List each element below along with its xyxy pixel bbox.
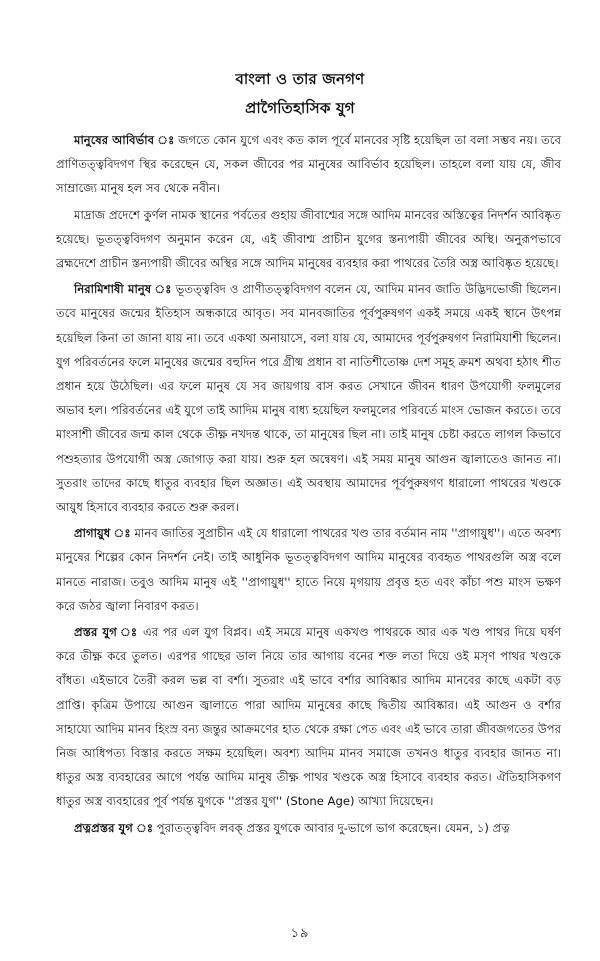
- page-body: [56, 128, 561, 842]
- paragraph-text: ভূতত্ত্ববিদ ও প্রাণীতত্ত্ববিদগণ বলেন যে, আদিম মানব জাতি উদ্ভিদভোজী ছিলেন। তবে মানুষের জন্মের ইতিহাস অন্ধকারে আবৃত। সব মানবজাতির পূর্বপুরুষগণ একই সময়ে একই স্থানে উৎপন্ন হয়েছিল কিনা তা জানা যায় না। তবে একথা অনায়াসে, বলা যায় যে, আমাদের পূর্বপুরুষগণ নিরামিযাশী ছিলেন। যুগ পরিবর্তনের ফলে মানুষের জন্মের বহুদিন পরে গ্রীষ্ম প্রধান বা নাতিশীতোষ্ণ দেশ সমূহ ক্রমশ অথবা হঠাৎ শীত প্রধান হয়ে উঠেছিল। এর ফলে মানুষ যে সব জায়গায় বাস করত সেখানে জীবন ধারণ উপযোগী ফলমুলের অভাব হল। পরিবর্তনের এই যুগে তাই আদিম মানুষ বাধ্য হয়েছিল ফলমুলের পরিবর্তে মাংস ভোজন করতে। তবে মাংসাশী জীবের জন্ম কাল থেকে তীক্ষ্ণ নখদন্ত থাকে, তা মানুষের ছিল না। তাই মানুষ চেষ্টা করতে লাগল কিভাবে পশুহত্যার উপযোগী অস্ত্র জোগাড় করা যায়। শুরু হল অন্বেষণ। এই সময় মানুষ আগুন জ্বালাতেও জানত না। সুতরাং তাদের কাছে ধাতুর ব্যবহার ছিল অজ্ঞাত। এই অবস্থায় আমাদের পূর্বপুরুষগণ ধারালো পাথরের খণ্ডকে আয়ুধ হিসাবে ব্যবহার করতে শুরু করল।: [56, 282, 562, 515]
- paragraph-term: প্রস্তর যুগ ঃ: [74, 625, 139, 640]
- paragraph-text: পুরাতত্ত্ববিদ লবক্ প্রস্তর যুগকে আবার দু-ভাগে ভাগ করেছেন। যেমন, ১) প্রত্ন: [153, 820, 510, 835]
- paragraph-madras-fossils: [56, 203, 561, 276]
- paragraph-term: নিরামিশাষী মানুষ ঃ: [74, 282, 172, 297]
- paragraph-term: প্রাগায়ুধ ঃ: [74, 526, 131, 541]
- paragraph-vegetarian-man: [56, 277, 561, 519]
- section-title: প্রাগৈতিহাসিক যুগ: [245, 99, 355, 117]
- paragraph-text: এর পর এল যুগ বিপ্লব। এই সময়ে মানুষ একখণ্ড পাথরকে আর এক খণ্ড পাথর দিয়ে ঘর্ষণ করে তীক্ষ্ণ করে তুলত। এরপর গাছের ডাল নিয়ে তার আগায় বনের শক্ত লতা দিয়ে ওই মসৃণ পাথর খণ্ডকে বাঁধত। এইভাবে তৈরী করল ভল্ল বা বর্শা। সুতরাং এই ভাবে বর্শার আবিষ্কার আদিম মানবের কাছে একটা বড় প্রাপ্তি। কৃত্রিম উপায়ে আগুন জ্বালাতে পারা আদিম মানুষের কাছে দ্বিতীয় আবিষ্কার। এই আগুন ও বর্শার সাহায্যে আদিম মানব হিংস্র বন্য জন্তুর আক্রমণের হাত থেকে রক্ষা পেত এবং এই ভাবে তারা জীবজগতের উপর নিজ আধিপত্য বিস্তার করতে সক্ষম হয়েছিল। অবশ্য আদিম মানব সমাজে তখনও ধাতুর ব্যবহার জানত না। ধাতুর অস্ত্র ব্যবহারের আগে পর্যন্ত আদিম মানুষ তীক্ষ্ণ পাথর খণ্ডকে অস্ত্র হিসাবে ব্যবহার করত। ঐতিহাসিকগণ ধাতুর অস্ত্র ব্যবহারের পূর্ব পর্যন্ত যুগকে ''প্রস্তর যুগ'' (Stone Age) আখ্যা দিয়েছেন।: [56, 625, 561, 809]
- paragraph-stone-age: [56, 620, 561, 814]
- page-number: ১৯: [290, 926, 310, 941]
- paragraph-paleolithic: [56, 816, 561, 840]
- paragraph-appearance-of-man: [56, 128, 561, 201]
- paragraph-text: মাদ্রাজ প্রদেশে কুর্ণল নামক স্থানের পর্বতের গুহায় জীবাশ্মের সঙ্গে আদিম মানবের অস্তিত্বের নিদর্শন আবিষ্কৃত হয়েছে। ভূতত্ত্ববিদগণ অনুমান করেন যে, এই জীবাশ্ম প্রাচীন যুগের স্তন্যপায়ী জীবের অস্থি। অনুরূপভাবে ব্রহ্মদেশে প্রাচীন স্তন্যপায়ী জীবের অস্থির সঙ্গে আদিম মানুষের ব্যবহার করা পাথরের তৈরি অস্ত্র আবিষ্কৃত হয়েছে।: [56, 207, 561, 271]
- paragraph-text: মানব জাতির সুপ্রাচীন এই যে ধারালো পাথরের খণ্ড তার বর্তমান নাম ''প্রাগায়ুধ''। এতে অবশ্য মানুষের শিল্পের কোন নিদর্শন নেই। তাই আধুনিক ভূতত্ত্ববিদগণ আদিম মানুষের ব্যবহৃত পাথরগুলি অস্ত্র বলে মানতে নারাজ। তবুও আদিম মানুষ এই ''প্রাগায়ুধ'' হাতে নিয়ে মৃগয়ায় প্রবৃত্ত হত এবং কাঁচা পশু মাংস ভক্ষণ করে জঠর জ্বালা নিবারণ করত।: [56, 526, 561, 613]
- paragraph-term: প্রত্নপ্রস্তর যুগ ঃ: [74, 820, 154, 835]
- paragraph-text: জগতে কোন যুগে এবং কত কাল পূর্বে মানবের সৃষ্টি হয়েছিল তা বলা সম্ভব নয়। তবে প্রাণিতত্ত্ববিদগণ স্থির করেছেন যে, সকল জীবের পর মানুষের আবির্ভাব হয়েছিল। তাহলে বলা যায় যে, জীব সাম্রাজ্যে মানুষ হল সব থেকে নবীন।: [56, 133, 561, 196]
- paragraph-term: মানুষের আবির্ভাব ঃ: [74, 133, 175, 147]
- paragraph-primitive-weapon: [56, 521, 561, 618]
- chapter-title: বাংলা ও তার জনগণ: [235, 70, 365, 88]
